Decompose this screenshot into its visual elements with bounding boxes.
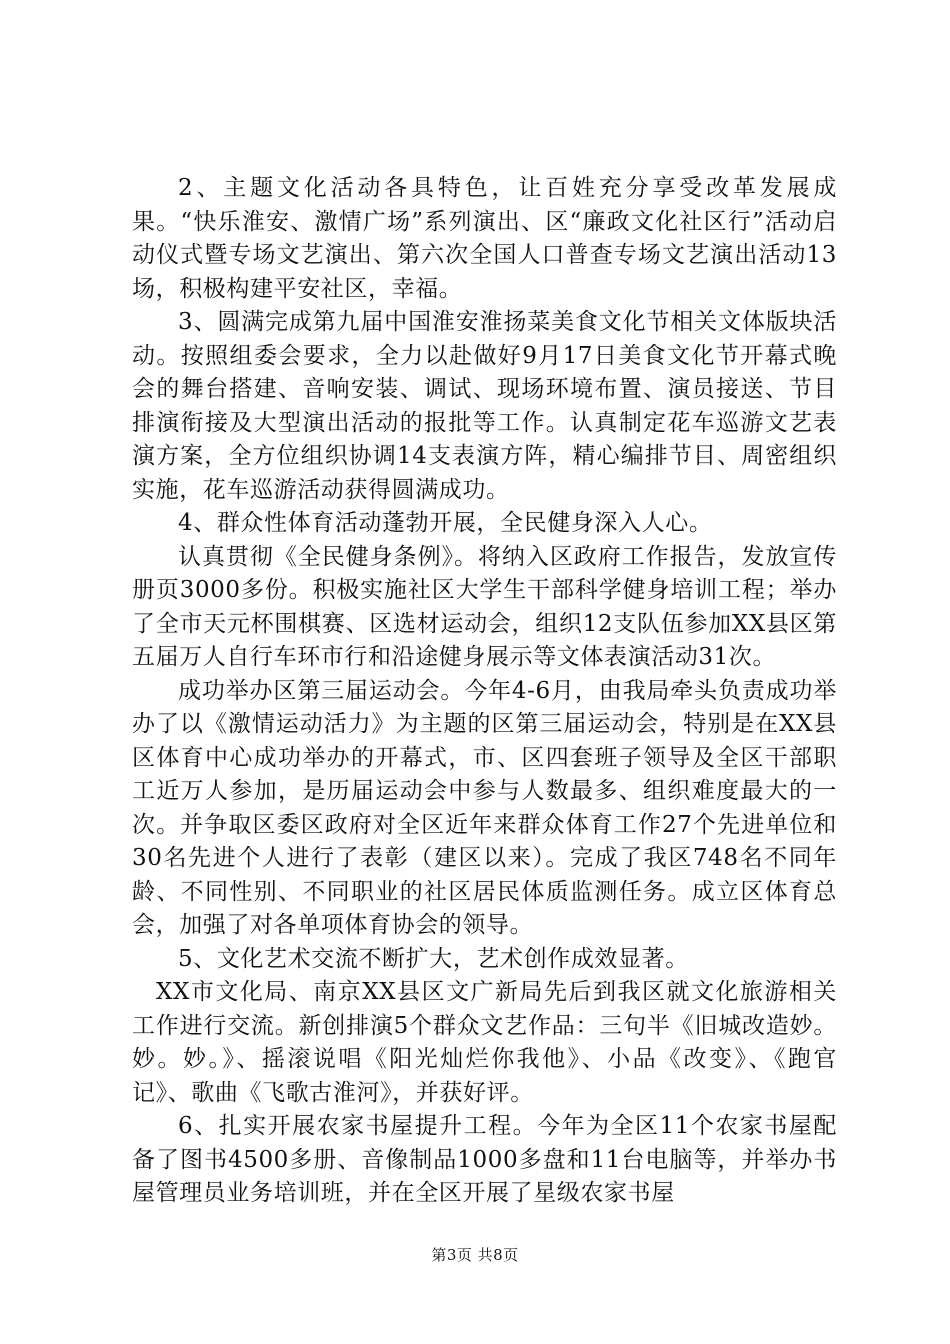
paragraph-theme-activities: 2、主题文化活动各具特色，让百姓充分享受改革发展成果。“快乐淮安、激情广场”系列演出、区“廉政文化社区行”活动启动仪式暨专场文艺演出、第六次全国人口普查专场文艺演出活动13场，积极构建平安社区，幸福。 [132, 175, 837, 302]
document-body [132, 172, 837, 1211]
paragraph-rural-library: 6、扎实开展农家书屋提升工程。今年为全区11个农家书屋配备了图书4500多册、音像制品1000多盘和11台电脑等，并举办书屋管理员业务培训班，并在全区开展了星级农家书屋 [132, 1113, 837, 1206]
page-footer: 第3页 共8页 [431, 1246, 519, 1264]
paragraph-sports-meeting: 成功举办区第三届运动会。今年4-6月，由我局牵头负责成功举办了以《激情运动活力》为主题的区第三届运动会，特别是在XX县区体育中心成功举办的开幕式，市、区四套班子领导及全区干部职工近万人参加，是历届运动会中参与人数最多、组织难度最大的一次。并争取区委区政府对全区近年来群众体育工作27个先进单位和30名先进个人进行了表彰（建区以来）。完成了我区748名不同年龄、不同性别、不同职业的社区居民体质监测任务。成立区体育总会，加强了对各单项体育协会的领导。 [132, 677, 837, 938]
paragraph-arts-heading: 5、文化艺术交流不断扩大，艺术创作成效显著。 [178, 945, 689, 972]
paragraph-fitness-regulations: 认真贯彻《全民健身条例》。将纳入区政府工作报告，发放宣传册页3000多份。积极实施社区大学生干部科学健身培训工程；举办了全市天元杯围棋赛、区选材运动会，组织12支队伍参加XX县区第五届万人自行车环市行和沿途健身展示等文体表演活动31次。 [132, 543, 837, 670]
paragraph-arts-exchange: XX市文化局、南京XX县区文广新局先后到我区就文化旅游相关工作进行交流。新创排演5个群众文艺作品：三句半《旧城改造妙。妙。妙。》、摇滚说唱《阳光灿烂你我他》、小品《改变》、《跑官记》、歌曲《飞歌古淮河》，并获好评。 [132, 979, 837, 1106]
paragraph-sports-heading: 4、群众性体育活动蓬勃开展，全民健身深入人心。 [178, 510, 713, 536]
paragraph-food-festival: 3、圆满完成第九届中国淮安淮扬菜美食文化节相关文体版块活动。按照组委会要求，全力以赴做好9月17日美食文化节开幕式晚会的舞台搭建、音响安装、调试、现场环境布置、演员接送、节目排演衔接及大型演出活动的报批等工作。认真制定花车巡游文艺表演方案，全方位组织协调14支表演方阵，精心编排节目、周密组织实施，花车巡游活动获得圆满成功。 [132, 309, 837, 503]
